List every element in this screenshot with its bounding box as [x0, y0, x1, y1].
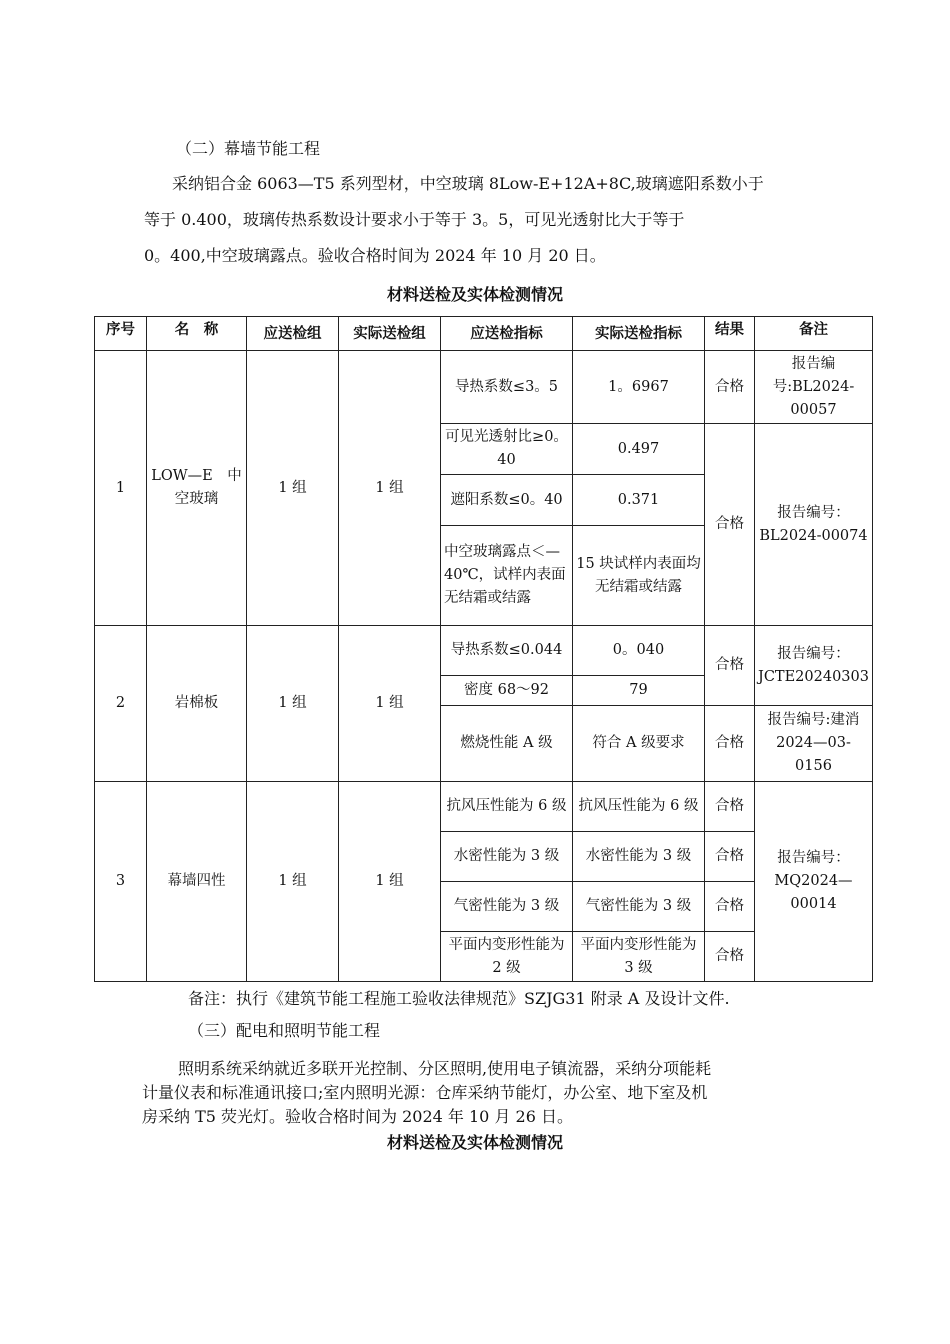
cell-result: 合格: [705, 424, 755, 626]
section3-paragraph-line2: 计量仪表和标准通讯接口;室内照明光源：仓库采纳节能灯，办公室、地下室及机: [142, 1083, 708, 1102]
cell-result: 合格: [705, 706, 755, 782]
cell-no: 1: [95, 351, 147, 626]
cell-spec: 遮阳系数≤0。40: [441, 475, 573, 526]
cell-required-groups: 1 组: [247, 626, 339, 782]
section2-paragraph-line3: 0。400,中空玻璃露点。验收合格时间为 2024 年 10 月 20 日。: [144, 246, 606, 265]
cell-remark: 报告编号：MQ2024—00014: [755, 782, 873, 982]
cell-name: 幕墙四性: [147, 782, 247, 982]
section3-heading: （三）配电和照明节能工程: [188, 1021, 381, 1040]
cell-remark: 报告编号：JCTE20240303: [755, 626, 873, 706]
header-result: 结果: [705, 317, 755, 351]
cell-spec: 水密性能为 3 级: [441, 832, 573, 882]
header-no: 序号: [95, 317, 147, 351]
cell-spec: 气密性能为 3 级: [441, 882, 573, 932]
cell-remark: 报告编号:BL2024-00057: [755, 351, 873, 424]
cell-result: 合格: [705, 626, 755, 706]
cell-measured: 抗风压性能为 6 级: [573, 782, 705, 832]
cell-measured: 气密性能为 3 级: [573, 882, 705, 932]
table-header-row: [95, 317, 873, 351]
cell-result: 合格: [705, 882, 755, 932]
section2-heading: （二）幕墙节能工程: [176, 139, 321, 158]
cell-spec: 中空玻璃露点＜—40℃，试样内表面无结霜或结露: [441, 526, 573, 626]
section2-paragraph-line2: 等于 0.400，玻璃传热系数设计要求小于等于 3。5，可见光透射比大于等于: [144, 210, 685, 229]
cell-measured: 15 块试样内表面均无结霜或结露: [573, 526, 705, 626]
cell-no: 3: [95, 782, 147, 982]
cell-result: 合格: [705, 351, 755, 424]
cell-measured: 79: [573, 676, 705, 706]
cell-spec: 燃烧性能 A 级: [441, 706, 573, 782]
cell-measured: 1。6967: [573, 351, 705, 424]
cell-spec: 可见光透射比≥0。40: [441, 424, 573, 475]
table-row: [95, 626, 873, 676]
section3-paragraph-line3: 房采纳 T5 荧光灯。验收合格时间为 2024 年 10 月 26 日。: [142, 1107, 573, 1126]
cell-result: 合格: [705, 782, 755, 832]
header-required-groups: 应送检组: [247, 317, 339, 351]
cell-measured: 0。040: [573, 626, 705, 676]
section2-paragraph-line1: 采纳铝合金 6063—T5 系列型材，中空玻璃 8Low-E+12A+8C,玻璃遮阳系数小于: [172, 174, 764, 193]
cell-spec: 导热系数≤3。5: [441, 351, 573, 424]
cell-required-groups: 1 组: [247, 782, 339, 982]
cell-measured: 0.371: [573, 475, 705, 526]
table-row: [95, 351, 873, 424]
header-actual-spec: 实际送检指标: [573, 317, 705, 351]
cell-actual-groups: 1 组: [339, 782, 441, 982]
table-caption: 材料送检及实体检测情况: [386, 285, 563, 304]
cell-required-groups: 1 组: [247, 351, 339, 626]
cell-remark: 报告编号:建消 2024—03-0156: [755, 706, 873, 782]
header-actual-groups: 实际送检组: [339, 317, 441, 351]
header-remark: 备注: [755, 317, 873, 351]
cell-result: 合格: [705, 932, 755, 982]
cell-measured: 符合 A 级要求: [573, 706, 705, 782]
cell-measured: 水密性能为 3 级: [573, 832, 705, 882]
cell-name: 岩棉板: [147, 626, 247, 782]
cell-remark: 报告编号：BL2024-00074: [755, 424, 873, 626]
cell-actual-groups: 1 组: [339, 351, 441, 626]
cell-spec: 抗风压性能为 6 级: [441, 782, 573, 832]
cell-spec: 平面内变形性能为 2 级: [441, 932, 573, 982]
inspection-table: [94, 316, 873, 982]
cell-spec: 导热系数≤0.044: [441, 626, 573, 676]
cell-spec: 密度 68～92: [441, 676, 573, 706]
section3-paragraph-line1: 照明系统采纳就近多联开光控制、分区照明,使用电子镇流器，采纳分项能耗: [178, 1059, 712, 1078]
header-name: 名 称: [147, 317, 247, 351]
header-required-spec: 应送检指标: [441, 317, 573, 351]
cell-no: 2: [95, 626, 147, 782]
section3-caption: 材料送检及实体检测情况: [386, 1133, 563, 1152]
cell-result: 合格: [705, 832, 755, 882]
cell-measured: 平面内变形性能为 3 级: [573, 932, 705, 982]
cell-measured: 0.497: [573, 424, 705, 475]
table-row: [95, 782, 873, 832]
table-note: 备注：执行《建筑节能工程施工验收法律规范》SZJG31 附录 A 及设计文件.: [188, 989, 730, 1008]
cell-name: LOW—E 中空玻璃: [147, 351, 247, 626]
cell-actual-groups: 1 组: [339, 626, 441, 782]
